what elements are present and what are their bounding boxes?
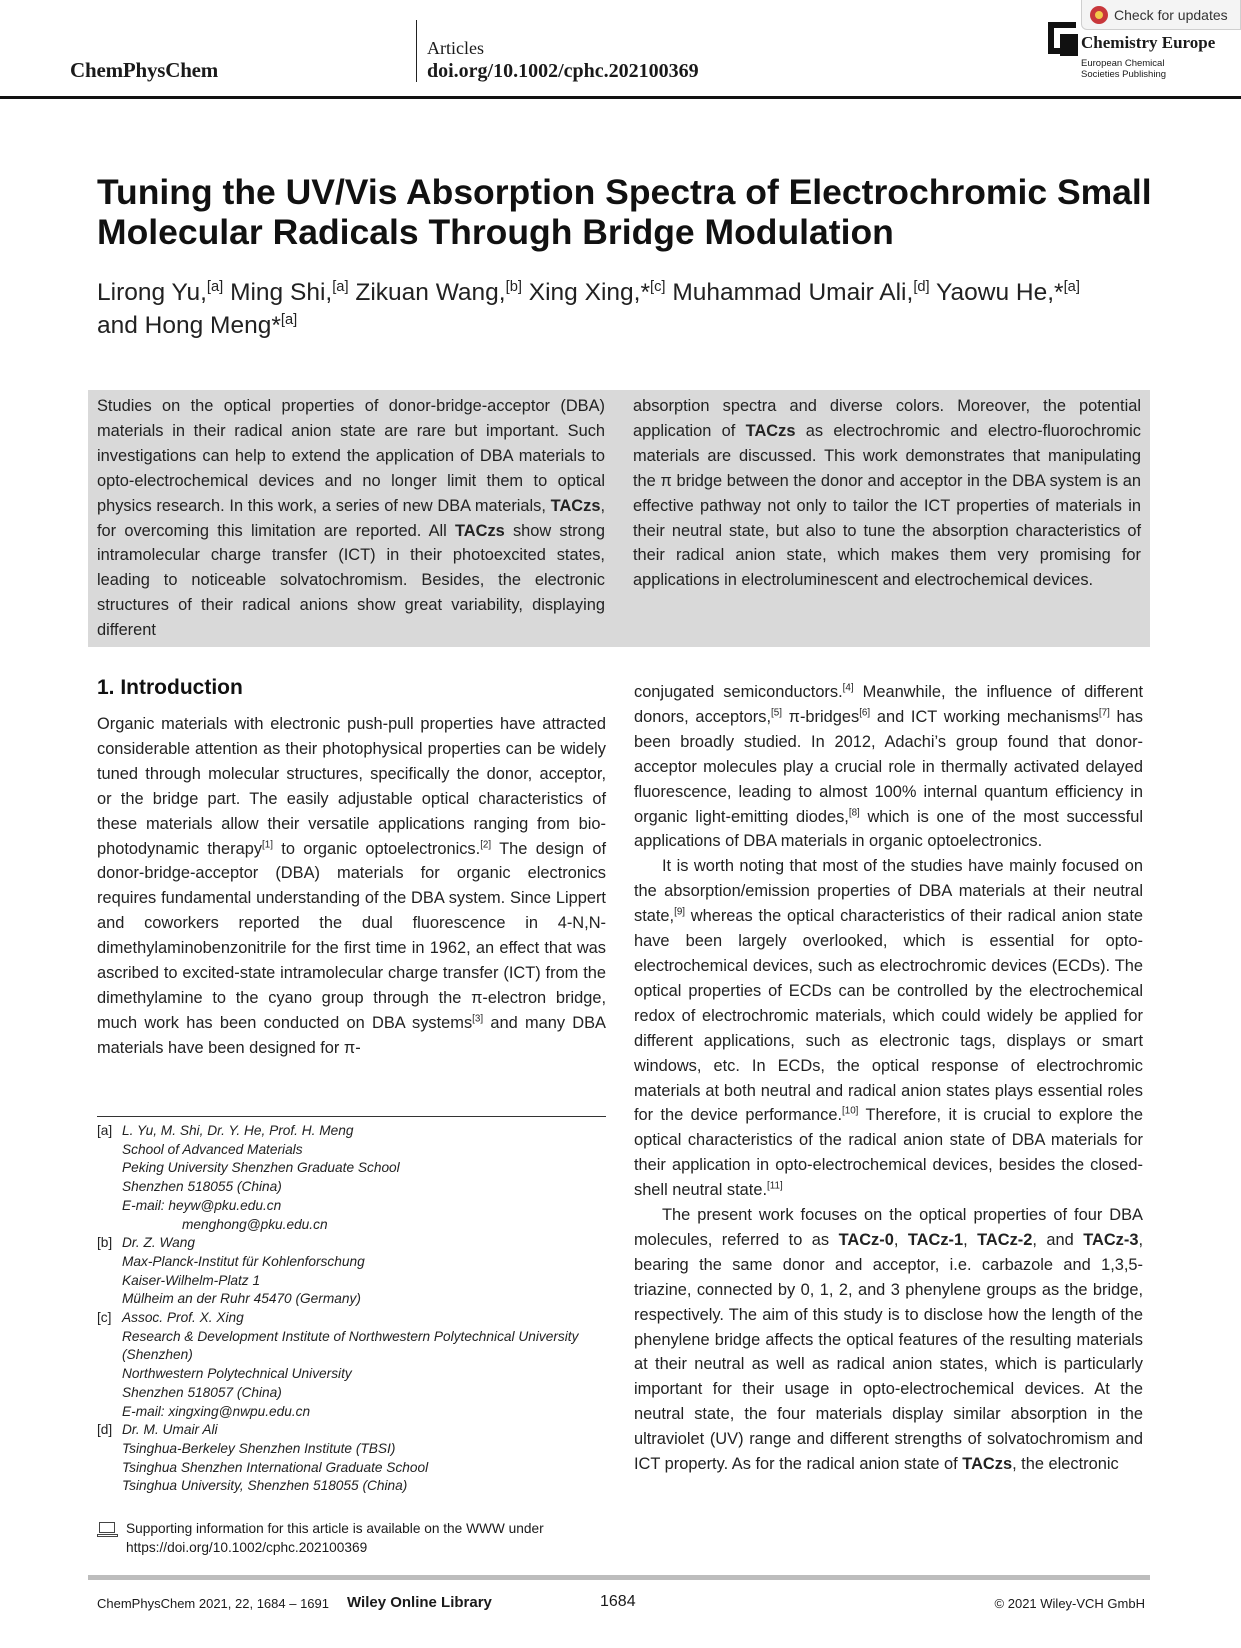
page-number: 1684	[600, 1593, 636, 1610]
author: Yaowu He,*[a]	[936, 278, 1080, 306]
abstract-left: Studies on the optical properties of donor-bridge-acceptor (DBA) materials in their radical anion state are rare but important. Such investigations can help to extend the application of DBA materials to opto-electrochemical devices and no longer limit them to optical physics research. In this work, a series of new DBA materials, TACzs, for overcoming this limitation are reported. All TACzs show strong intramolecular charge transfer (ICT) in their photoexcited states, leading to noticeable solvatochromism. Besides, the electronic structures of their radical anions show great variability, displaying different	[97, 397, 605, 640]
footer-citation: ChemPhysChem 2021, 22, 1684 – 1691	[97, 1596, 329, 1611]
article-title: Tuning the UV/Vis Absorption Spectra of Electrochromic Small Molecular Radicals Through Bridge Modulation	[97, 172, 1152, 252]
footer-rule	[88, 1575, 1150, 1580]
footnote-rule	[97, 1116, 606, 1117]
check-updates-label: Check for updates	[1114, 6, 1228, 23]
affiliation-entry: [d] Dr. M. Umair Ali Tsinghua-Berkeley Shenzhen Institute (TBSI) Tsinghua Shenzhen International Graduate School Tsinghua University, Shenzhen 518055 (China)	[97, 1422, 429, 1494]
affiliation-entry: [c] Assoc. Prof. X. Xing Research & Development Institute of Northwestern Polytechnical University (Shenzhen) Northwestern Polytechnical University Shenzhen 518057 (China) E-mail: xingxing@nwpu.edu.cn	[97, 1310, 579, 1419]
affiliation-entry: [a] L. Yu, M. Shi, Dr. Y. He, Prof. H. Meng School of Advanced Materials Peking University Shenzhen Graduate School Shenzhen 518055 (China) E-mail: heyw@pku.edu.cn menghong@pku.edu.cn	[97, 1123, 400, 1232]
header-rule	[0, 96, 1241, 99]
paragraph: It is worth noting that most of the studies have mainly focused on the absorption/emission properties of DBA materials at their neutral state,[9] whereas the optical characteristics of their radical anion state have been largely overlooked, which is essential for opto-electrochemical devices, such as electrochromic devices (ECDs). The optical properties of ECDs can be controlled by the electrochemical redox of electrochromic materials, which could widely be applied for different applications, such as electronic tags, displays or smart windows, etc. In ECDs, the optical response of electrochromic materials at both neutral and radical anion states plays essential roles for the device performance.[10] Therefore, it is crucial to explore the optical characteristics of the radical anion state of DBA materials for their application in opto-electrochemical devices, besides the closed-shell neutral state.[11]	[634, 857, 1143, 1200]
publisher-logo-subtitle: European Chemical Societies Publishing	[1081, 58, 1167, 80]
abstract-box	[88, 390, 1150, 647]
paragraph: Organic materials with electronic push-pull properties have attracted considerable attention as their photophysical properties can be widely tuned through molecular structures, specifically the donor, acceptor, or the bridge part. The easily adjustable optical characteristics of these materials allow their versatile applications ranging from bio-photodynamic therapy[1] to organic optoelectronics.[2] The design of donor-bridge-acceptor (DBA) materials for organic electronics requires fundamental understanding of the DBA system. Since Lippert and coworkers reported the dual fluorescence in 4-N,N-dimethylaminobenzonitrile for the first time in 1962, an effect that was ascribed to excited-state intramolecular charge transfer (ICT) from the dimethylamine to the cyano group through the π-electron bridge, much work has been conducted on DBA systems[3] and many DBA materials have been designed for π-	[97, 715, 607, 1057]
journal-name: ChemPhysChem	[70, 58, 219, 82]
paragraph: conjugated semiconductors.[4] Meanwhile, the influence of different donors, acceptors,[5] π-bridges[6] and ICT working mechanisms[7] has been broadly studied. In 2012, Adachi’s group found that donor-acceptor molecules play a crucial role in thermally activated delayed fluorescence, leading to almost 100% internal quantum efficiency in organic light-emitting diodes,[8] which is one of the most successful applications of DBA materials in organic optoelectronics.	[634, 682, 1143, 851]
intro-left-column	[97, 712, 606, 1061]
intro-right-column	[634, 680, 1143, 1477]
publisher-logo-name: Chemistry Europe	[1081, 33, 1216, 52]
affiliations	[97, 1122, 617, 1496]
affiliation-entry: [b] Dr. Z. Wang Max-Planck-Institut für Kohlenforschung Kaiser-Wilhelm-Platz 1 Mülheim an der Ruhr 45470 (Germany)	[97, 1235, 365, 1307]
footer-library-link[interactable]: Wiley Online Library	[347, 1594, 492, 1611]
header-divider	[416, 20, 417, 82]
author: Lirong Yu,[a]	[97, 278, 224, 306]
author: Ming Shi,[a]	[230, 278, 349, 306]
author-list	[97, 276, 1167, 342]
supporting-info	[97, 1520, 606, 1557]
check-updates-button[interactable]	[1081, 0, 1241, 30]
article-type: Articles	[427, 38, 484, 58]
supporting-info-text[interactable]: Supporting information for this article is available on the WWW under https://doi.org/10.1002/cphc.202100369	[126, 1521, 544, 1555]
computer-icon	[97, 1522, 118, 1539]
paragraph: The present work focuses on the optical properties of four DBA molecules, referred to as TACz-0, TACz-1, TACz-2, and TACz-3, bearing the same donor and acceptor, i.e. carbazole and 1,3,5-triazine, connected by 0, 1, 2, and 3 phenylene groups as the bridge, respectively. The aim of this study is to disclose how the length of the phenylene bridge affects the optical features of the resulting materials at their neutral as well as radical anion states, which is particularly important for their usage in opto-electrochemical devices. At the neutral state, the four materials display similar absorption in the ultraviolet (UV) range and different strengths of solvatochromism and ICT property. As for the radical anion state of TACzs, the electronic	[634, 1206, 1144, 1474]
author: Zikuan Wang,[b]	[355, 278, 522, 306]
crossmark-icon	[1090, 6, 1108, 24]
footer-copyright: © 2021 Wiley-VCH GmbH	[994, 1596, 1145, 1611]
publisher-logo-mark	[1060, 34, 1078, 56]
author: and Hong Meng*[a]	[97, 311, 298, 339]
doi-link[interactable]: doi.org/10.1002/cphc.202100369	[427, 60, 699, 82]
author: Xing Xing,*[c]	[528, 278, 666, 306]
section-heading: 1. Introduction	[97, 676, 243, 699]
abstract-right: absorption spectra and diverse colors. Moreover, the potential application of TACzs as electrochromic and electro-fluorochromic materials are discussed. This work demonstrates that manipulating the π bridge between the donor and acceptor in the DBA system is an effective pathway not only to tailor the ICT properties of materials in their neutral state, but also to tune the absorption characteristics of their radical anion state, which makes them very promising for applications in electroluminescent and electrochemical devices.	[633, 397, 1141, 590]
author: Muhammad Umair Ali,[d]	[672, 278, 930, 306]
